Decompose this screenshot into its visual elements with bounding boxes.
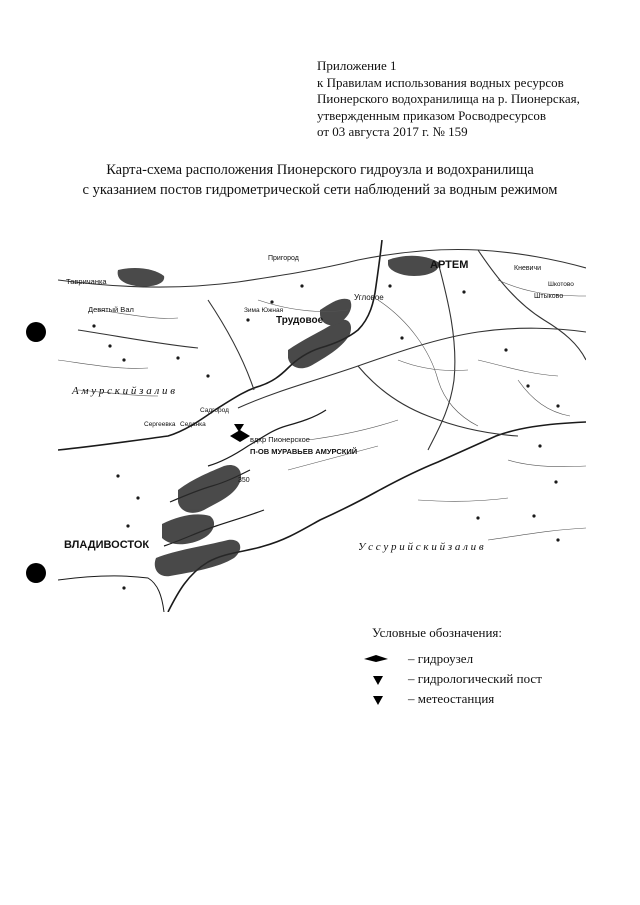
appendix-line-4: утвержденным приказом Росводресурсов [317, 107, 546, 123]
label-peninsula: П-ОВ МУРАВЬЕВ АМУРСКИЙ [250, 447, 358, 456]
label-prigorod: Пригород [268, 255, 299, 262]
label-reservoir: вдхр Пионерское [250, 435, 310, 444]
label-shtykovo: Штыково [534, 293, 564, 300]
label-devyaty-val: Девятый Вал [88, 305, 134, 314]
document-title [0, 160, 640, 200]
label-artem: АРТЕМ [430, 259, 469, 271]
label-zima: Зима Южная [244, 307, 284, 314]
label-shkotovo: Шкотово [548, 281, 574, 288]
title-line-2: с указанием постов гидрометрической сети наблюдений за водным режимом [82, 182, 558, 198]
label-sadgorod: Садгород [200, 407, 229, 414]
label-sedanka: Седанка [180, 421, 206, 428]
hydro-post-icon [360, 671, 392, 687]
punch-hole-top [26, 322, 46, 342]
label-ussuriysky-bay: У с с у р и й с к и й з а л и в [358, 541, 484, 553]
label-knevichi: Кневичи [514, 265, 542, 272]
label-vladivostok: ВЛАДИВОСТОК [64, 539, 150, 551]
appendix-header [317, 58, 580, 141]
label-sergeevka: Сергеевка [144, 421, 176, 428]
label-uglovoe: Угловое [354, 293, 384, 302]
appendix-line-2: к Правилам использования водных ресурсов [317, 74, 564, 90]
appendix-line-3: Пионерского водохранилища на р. Пионерская, [317, 91, 580, 106]
weather-station-icon [360, 691, 392, 707]
appendix-line-5: от 03 августа 2017 г. № 159 [317, 124, 468, 139]
legend-label-hydro-post: – гидрологический пост [408, 671, 542, 686]
punch-hole-bottom [26, 563, 46, 583]
legend-label-dam: – гидроузел [408, 651, 474, 666]
appendix-line-1: Приложение 1 [317, 58, 397, 73]
reservoir-map [58, 240, 586, 612]
label-elevation: 350 [238, 477, 250, 484]
legend-label-weather-station: – метеостанция [408, 691, 495, 706]
label-trudovoe: Трудовое [276, 315, 324, 326]
legend-title: Условные обозначения: [372, 625, 503, 640]
title-line-1: Карта-схема расположения Пионерского гидроузла и водохранилища [106, 162, 534, 178]
dam-icon [360, 651, 392, 667]
label-amursky-bay: А м у р с к и й з а л и в [72, 385, 176, 397]
label-tavrichanka: Тавричанка [66, 277, 107, 286]
